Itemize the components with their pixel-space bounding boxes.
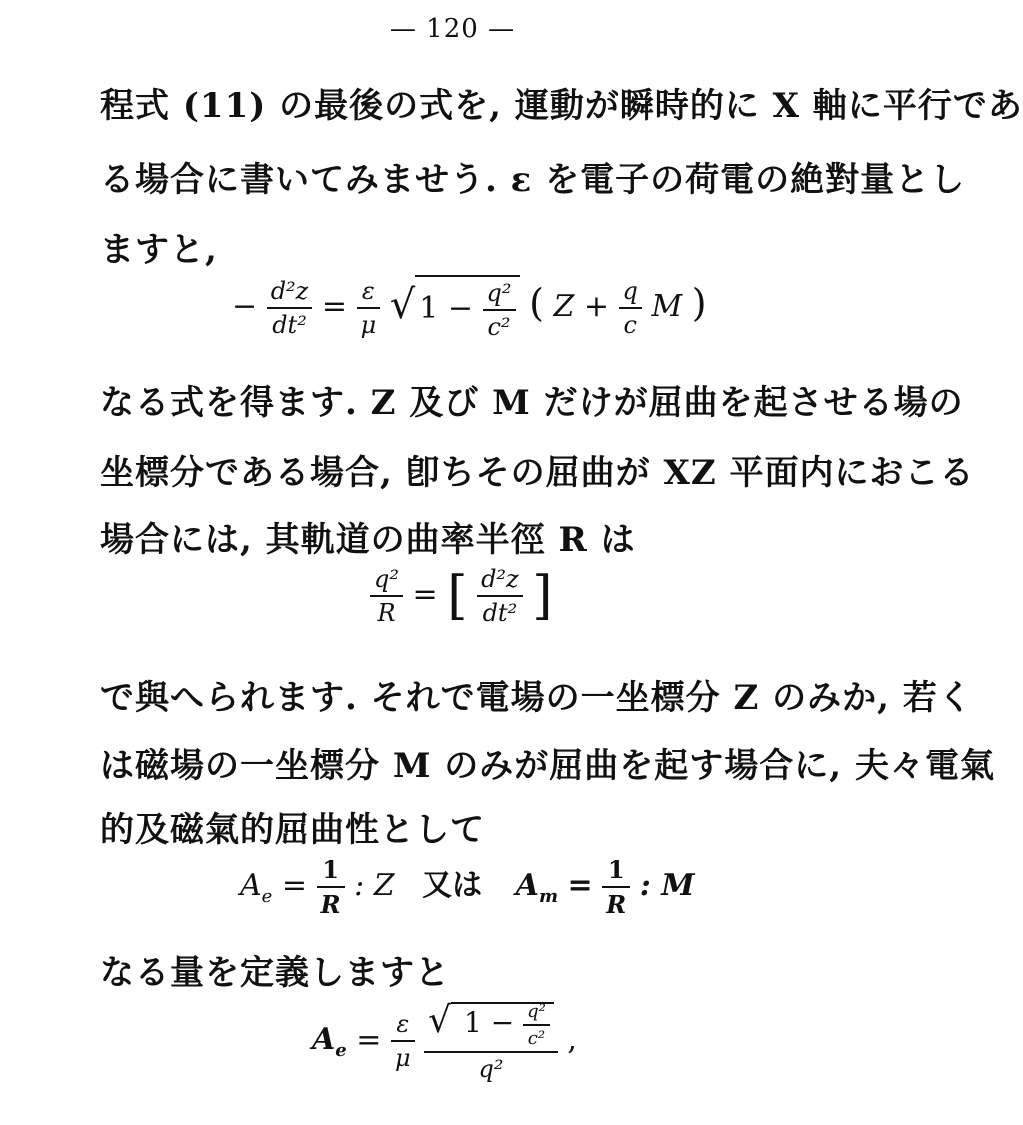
- eq4-Ae: $A_e$: [312, 1022, 347, 1062]
- text-line-1: 程式 (11) の最後の式を, 運動が瞬時的に X 軸に平行であ: [100, 86, 1023, 126]
- eq1-c: c: [623, 311, 637, 339]
- text-line-8: は磁場の一坐標分 M のみが屈曲を起す場合に, 夫々電氣: [100, 746, 995, 786]
- eq2-num: d²z: [477, 565, 523, 597]
- eq4-frac-eps: [391, 1010, 415, 1072]
- eq1-M: M: [651, 289, 683, 324]
- eq2-frac-right: [477, 565, 523, 627]
- eq1-den-left: dt²: [272, 311, 307, 339]
- eq4-radical-sign: √: [428, 1000, 452, 1041]
- eq1-eps: ε: [357, 277, 381, 309]
- eq4-c2: c²: [527, 1027, 546, 1049]
- text-line-9: 的及磁氣的屈曲性として: [100, 810, 485, 850]
- eq3-one: 1: [317, 855, 345, 888]
- eq4-radicand: [451, 1000, 554, 1049]
- eq2-q2: q²: [370, 565, 403, 597]
- eq1-frac-left: [267, 277, 313, 339]
- eq2-frac-left: [370, 565, 403, 627]
- eq4-den-q2: q²: [478, 1054, 504, 1083]
- equation-4: [312, 1000, 577, 1083]
- eq1-minus: −: [232, 289, 258, 324]
- eq1-root-one: 1 −: [419, 291, 473, 326]
- eq3-Ae: $A_e$: [240, 868, 273, 907]
- text-line-4: なる式を得ます. Z 及び M だけが屈曲を起させる場の: [100, 383, 964, 423]
- eq2-bracket-open: [: [447, 566, 468, 626]
- eq1-paren-close: ): [691, 281, 707, 325]
- text-line-6: 場合には, 其軌道の曲率半徑 R は: [100, 520, 636, 560]
- eq4-equals: =: [356, 1022, 382, 1058]
- eq4-mu: μ: [394, 1044, 411, 1073]
- eq4-numerator: [424, 1000, 558, 1053]
- equation-3: [240, 855, 694, 919]
- eq3-equals: =: [281, 868, 308, 903]
- eq3-equals2: =: [567, 868, 593, 903]
- eq4-comma: ,: [567, 1022, 577, 1058]
- eq2-R: R: [377, 599, 396, 627]
- eq1-paren-open: (: [529, 281, 544, 325]
- equation-1: [232, 275, 707, 341]
- eq4-root-one: 1 −: [463, 1006, 515, 1039]
- eq1-radical-sign: √: [389, 282, 416, 328]
- eq1-frac-eps: [357, 277, 381, 339]
- eq1-num-left: d²z: [267, 277, 313, 309]
- text-line-2: る場合に書いてみませう. ε を電子の荷電の絶對量とし: [100, 160, 966, 200]
- eq4-eps: ε: [391, 1010, 415, 1042]
- eq1-q2: q²: [483, 279, 516, 311]
- eq3-R: R: [320, 890, 341, 919]
- eq1-equals: =: [321, 289, 348, 324]
- equation-2: [370, 565, 553, 627]
- eq1-Z: Z: [553, 289, 575, 324]
- eq3-R2: R: [606, 890, 627, 919]
- page-number: — 120 —: [389, 14, 516, 44]
- eq3-one2: 1: [602, 855, 630, 888]
- eq4-frac-q2c2: [523, 1001, 550, 1049]
- eq2-equals: =: [412, 577, 438, 612]
- eq1-radicand: [415, 275, 519, 341]
- eq3-frac-1: [317, 855, 345, 919]
- eq1-c2: c²: [487, 313, 511, 341]
- eq3-frac-2: [602, 855, 630, 919]
- text-line-5: 坐標分である場合, 卽ちその屈曲が XZ 平面内におこる: [100, 453, 975, 493]
- eq3-matawa: 又は: [422, 868, 483, 903]
- text-line-10: なる量を定義しますと: [100, 953, 450, 993]
- eq1-q: q: [619, 277, 642, 309]
- eq3-Am: $A_m$: [515, 868, 558, 907]
- eq4-frac-main: [424, 1000, 558, 1083]
- eq1-frac-q2c2: [483, 279, 516, 341]
- text-line-3: ますと,: [100, 230, 218, 270]
- eq2-bracket-close: ]: [532, 566, 553, 626]
- text-line-7: で與へられます. それで電場の一坐標分 Z のみか, 若く: [100, 678, 973, 718]
- eq1-plus: +: [583, 289, 609, 324]
- eq2-den: dt²: [482, 599, 518, 627]
- eq3-colon-Z: : Z: [354, 868, 395, 903]
- eq1-sqrt: [390, 275, 520, 341]
- eq4-q2: q²: [523, 1001, 550, 1026]
- eq1-mu: μ: [360, 311, 377, 339]
- eq3-colon-M: : M: [639, 868, 695, 903]
- eq1-frac-qc: [619, 277, 642, 339]
